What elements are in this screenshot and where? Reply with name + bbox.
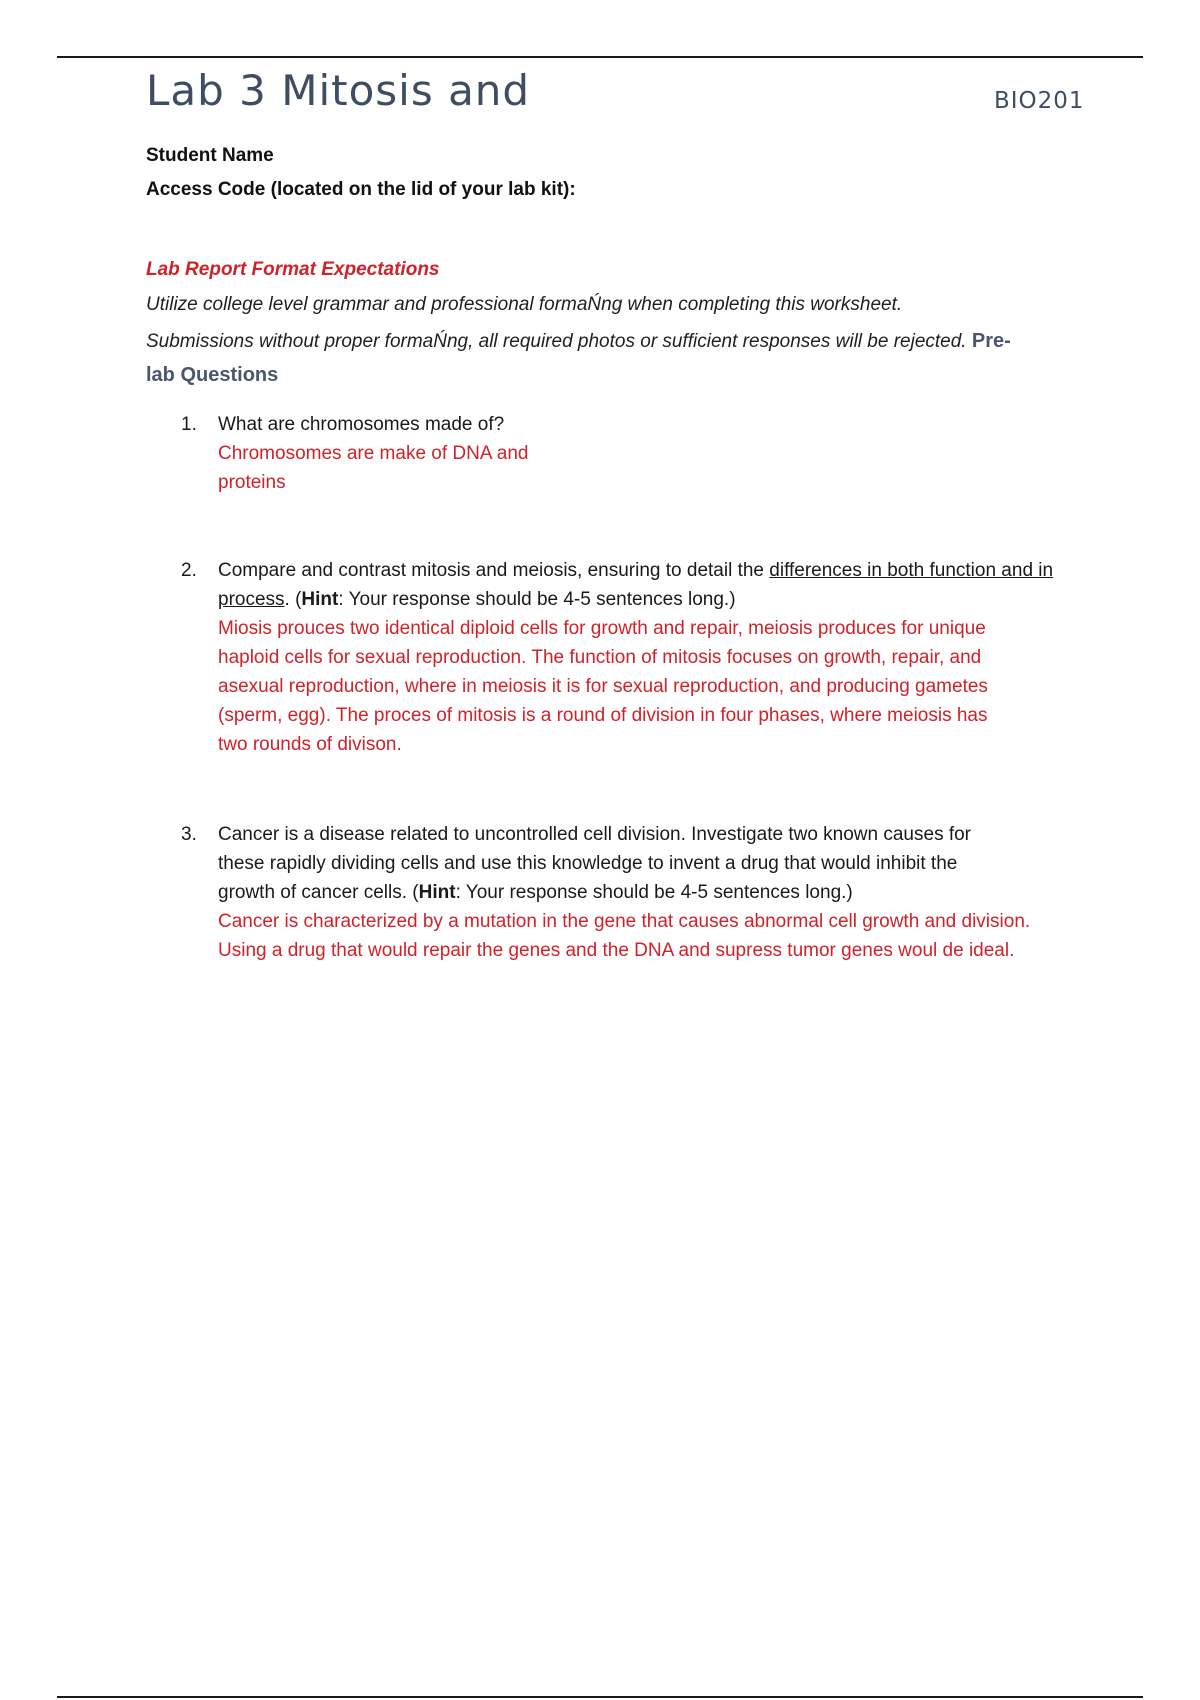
question-2-underlined-text: differences in both function and in process bbox=[218, 560, 1054, 610]
prelab-heading-part-1: Pre- bbox=[971, 330, 1011, 352]
question-2-text-end: : Your response should be 4-5 sentences long.) bbox=[338, 589, 736, 610]
student-name-label: Student Name bbox=[146, 145, 274, 166]
question-3-line-3 bbox=[218, 878, 1098, 907]
answer-2-line-3: asexual reproduction, where in meiosis it is for sexual reproduction, and producing gametes bbox=[218, 676, 988, 697]
question-3-hint-label: Hint bbox=[418, 882, 456, 903]
question-3-line-1: Cancer is a disease related to uncontrolled cell division. Investigate two known causes for bbox=[218, 824, 972, 845]
question-3-line-2: these rapidly dividing cells and use this knowledge to invent a drug that would inhibit the bbox=[218, 853, 958, 874]
answer-2-line-2: haploid cells for sexual reproduction. The function of mitosis focuses on growth, repair, and bbox=[218, 647, 982, 668]
document-title: Lab 3 Mitosis and bbox=[146, 66, 531, 115]
question-1-text: What are chromosomes made of? bbox=[218, 414, 505, 435]
top-rule bbox=[57, 56, 1143, 58]
course-code: BIO201 bbox=[994, 88, 1085, 114]
answer-3-line-1: Cancer is characterized by a mutation in the gene that causes abnormal cell growth and division. bbox=[218, 911, 1031, 932]
question-3-line-3-start: growth of cancer cells. ( bbox=[218, 882, 419, 903]
answer-2-line-5: two rounds of divison. bbox=[218, 734, 402, 755]
question-1-number: 1. bbox=[181, 414, 197, 435]
question-3-number: 3. bbox=[181, 824, 197, 845]
answer-1-line-1: Chromosomes are make of DNA and bbox=[218, 443, 529, 464]
format-expectations-line-2 bbox=[146, 330, 1076, 353]
prelab-heading-part-2: lab Questions bbox=[146, 364, 279, 386]
answer-3-line-2: Using a drug that would repair the genes and the DNA and supress tumor genes woul de ideal. bbox=[218, 940, 1015, 961]
question-2-text-start: Compare and contrast mitosis and meiosis, ensuring to detail the bbox=[218, 560, 770, 581]
question-2-number: 2. bbox=[181, 560, 197, 581]
format-expectations-heading: Lab Report Format Expectations bbox=[146, 259, 440, 280]
question-3-line-3-end: : Your response should be 4-5 sentences long.) bbox=[455, 882, 853, 903]
question-2-text bbox=[218, 556, 1078, 614]
access-code-label: Access Code (located on the lid of your lab kit): bbox=[146, 179, 576, 200]
format-expectations-line-1: Utilize college level grammar and professional formaŃng when completing this worksheet. bbox=[146, 294, 903, 315]
format-line-2-text: Submissions without proper formaŃng, all required photos or sufficient responses will be rejected. bbox=[146, 331, 967, 352]
answer-2-line-1: Miosis prouces two identical diploid cells for growth and repair, meiosis produces for unique bbox=[218, 618, 986, 639]
question-2-hint-label: Hint bbox=[301, 589, 339, 610]
answer-1-line-2: proteins bbox=[218, 472, 286, 493]
answer-2-line-4: (sperm, egg). The proces of mitosis is a round of division in four phases, where meiosis has bbox=[218, 705, 988, 726]
bottom-rule bbox=[57, 1696, 1143, 1698]
question-2-text-mid: . ( bbox=[284, 589, 302, 610]
